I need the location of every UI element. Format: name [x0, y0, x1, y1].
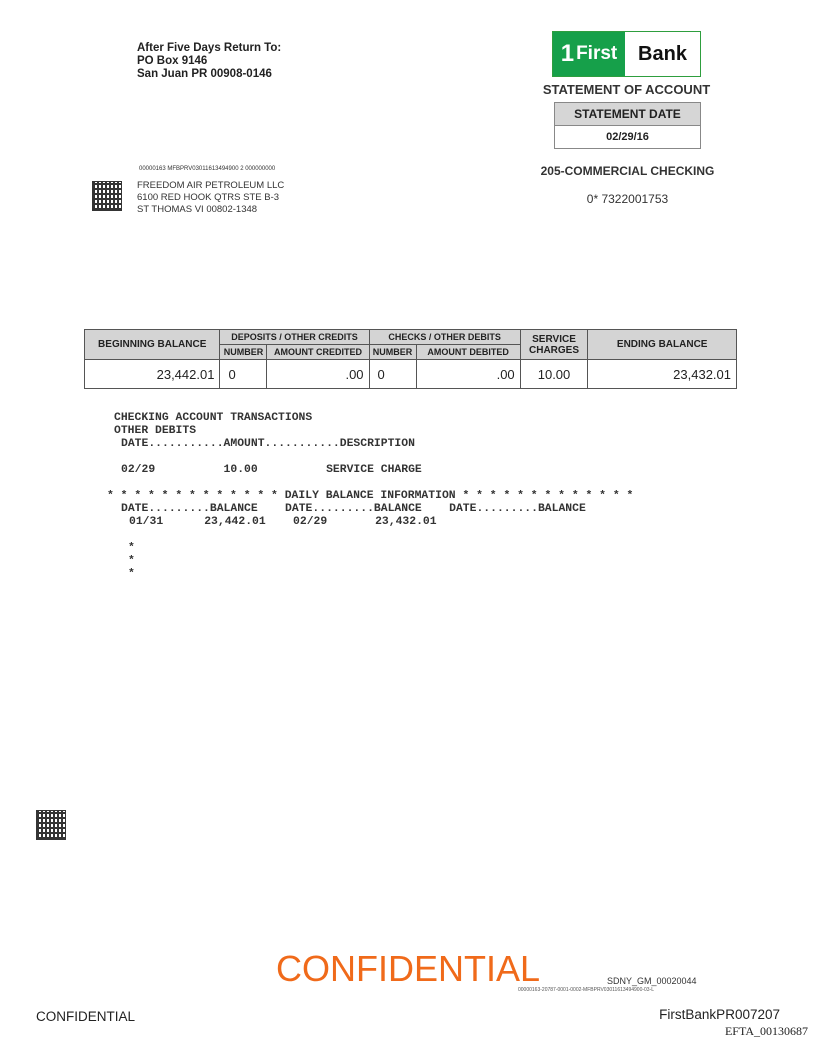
customer-name: FREEDOM AIR PETROLEUM LLC — [137, 180, 285, 191]
scanline: 00000163 MFBPRV03011613494900 2 000000000 — [139, 166, 276, 172]
return-line-3: San Juan PR 00908-0146 — [137, 68, 272, 80]
summary-values-row — [85, 360, 737, 389]
return-line-1: After Five Days Return To: — [137, 42, 282, 54]
value-beginning-balance: 23,442.01 — [85, 360, 220, 389]
filler-star: * — [128, 542, 135, 554]
value-dep-number: 0 — [220, 360, 267, 389]
summary-header-row — [85, 330, 737, 345]
account-type: 205-COMMERCIAL CHECKING — [540, 164, 715, 178]
statement-title: STATEMENT OF ACCOUNT — [542, 82, 711, 97]
barcode-icon — [92, 181, 122, 211]
daily-balance-header: * * * * * * * * * * * * * DAILY BALANCE INFORMATION * * * * * * * * * * * * * — [107, 490, 634, 502]
customer-city: ST THOMAS VI 00802-1348 — [137, 204, 258, 215]
confidential-stamp: CONFIDENTIAL — [275, 948, 541, 989]
return-address — [137, 42, 281, 81]
statement-date-label: STATEMENT DATE — [555, 103, 700, 126]
header-ending-balance: ENDING BALANCE — [588, 330, 737, 360]
header-dep-number: NUMBER — [220, 345, 267, 360]
logo-number: 1 — [560, 40, 575, 67]
statement-date-box — [554, 102, 701, 149]
transactions-title: CHECKING ACCOUNT TRANSACTIONS — [114, 412, 313, 424]
value-chk-number: 0 — [369, 360, 416, 389]
transactions-subtitle: OTHER DEBITS — [114, 425, 197, 437]
value-chk-amount: .00 — [416, 360, 520, 389]
sdny-number: SDNY_GM_00020044 — [607, 976, 697, 986]
value-ending-balance: 23,432.01 — [588, 360, 737, 389]
efta-number: EFTA_00130687 — [724, 1024, 808, 1038]
bank-logo — [552, 31, 701, 77]
customer-address — [137, 180, 284, 216]
value-service-charges: 10.00 — [520, 360, 588, 389]
header-beginning-balance: BEGINNING BALANCE — [85, 330, 220, 360]
logo-word-bank: Bank — [625, 32, 700, 76]
value-dep-amount: .00 — [267, 360, 369, 389]
logo-word-first: First — [576, 43, 618, 64]
filler-star: * — [128, 555, 135, 567]
header-amount-credited: AMOUNT CREDITED — [267, 345, 369, 360]
daily-balance-row: 01/31 23,442.01 02/29 23,432.01 — [129, 516, 437, 528]
customer-street: 6100 RED HOOK QTRS STE B-3 — [137, 192, 280, 203]
daily-balance-columns: DATE.........BALANCE DATE.........BALANCE DATE.........BALANCE — [121, 503, 586, 515]
account-number: 0* 7322001753 — [586, 192, 669, 206]
barcode-icon — [36, 810, 66, 840]
logo-green-panel — [553, 32, 625, 76]
filler-star: * — [128, 568, 135, 580]
footer-confidential: CONFIDENTIAL — [36, 1009, 136, 1024]
document-tracking-line: 00000163-20787-0001-0002-MFBPRV03011613494900-03-L — [518, 987, 655, 993]
transaction-row: 02/29 10.00 SERVICE CHARGE — [121, 464, 422, 476]
header-amount-debited: AMOUNT DEBITED — [416, 345, 520, 360]
header-service-charges: SERVICE CHARGES — [520, 330, 588, 360]
bates-number: FirstBankPR007207 — [659, 1007, 780, 1022]
transactions-header: DATE...........AMOUNT...........DESCRIPTION — [121, 438, 415, 450]
header-checks: CHECKS / OTHER DEBITS — [369, 330, 520, 345]
statement-date-value: 02/29/16 — [606, 131, 649, 143]
header-chk-number: NUMBER — [369, 345, 416, 360]
return-line-2: PO Box 9146 — [137, 55, 208, 67]
header-deposits: DEPOSITS / OTHER CREDITS — [220, 330, 369, 345]
account-summary-table — [84, 329, 737, 389]
